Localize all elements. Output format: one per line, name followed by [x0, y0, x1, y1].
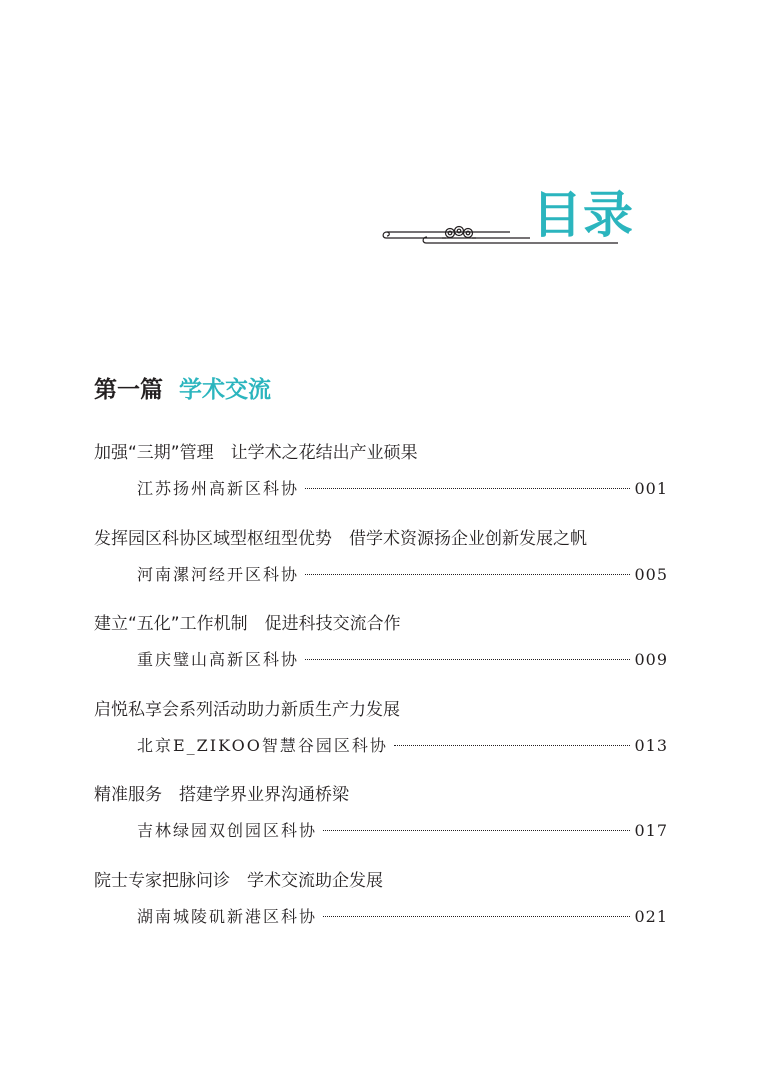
- entry-org: 北京E_ZIKOO智慧谷园区科协: [137, 735, 388, 755]
- entry-title[interactable]: 启悦私享会系列活动助力新质生产力发展: [94, 699, 400, 720]
- entry-page-number[interactable]: 009: [634, 650, 668, 669]
- toc-entry[interactable]: [94, 782, 684, 868]
- entry-org: 湖南城陵矶新港区科协: [137, 906, 318, 926]
- entry-page-number[interactable]: 017: [634, 821, 668, 840]
- entry-line: [137, 904, 668, 930]
- dot-leader: [305, 659, 630, 660]
- entry-org: 江苏扬州高新区科协: [137, 479, 300, 498]
- entry-page-number[interactable]: 005: [634, 564, 668, 584]
- entry-line: [137, 562, 668, 588]
- toc-entries: [94, 440, 684, 953]
- dot-leader: [323, 830, 630, 831]
- entry-page-number[interactable]: 013: [634, 735, 668, 755]
- entry-line: [137, 476, 668, 502]
- toc-entry[interactable]: [94, 868, 684, 954]
- dot-leader: [305, 488, 630, 489]
- dot-leader: [305, 574, 630, 575]
- title-ornament: [380, 222, 620, 250]
- entry-page-number[interactable]: 001: [634, 479, 668, 498]
- dot-leader: [394, 745, 631, 746]
- entry-title[interactable]: 建立“五化”工作机制 促进科技交流合作: [94, 614, 401, 634]
- entry-org: 河南漯河经开区科协: [137, 564, 300, 584]
- entry-title[interactable]: 精准服务 搭建学界业界沟通桥梁: [94, 785, 349, 805]
- toc-entry[interactable]: [94, 526, 684, 612]
- toc-title: 目录: [532, 186, 634, 244]
- entry-title[interactable]: 加强“三期”管理 让学术之花结出产业硕果: [94, 443, 418, 463]
- entry-line: [137, 647, 668, 673]
- dot-leader: [323, 916, 630, 917]
- part-heading: [94, 372, 271, 408]
- entry-page-number[interactable]: 021: [634, 906, 668, 926]
- toc-entry[interactable]: [94, 611, 684, 697]
- part-label: 第一篇: [94, 377, 163, 403]
- entry-title[interactable]: 院士专家把脉问诊 学术交流助企发展: [94, 870, 383, 891]
- entry-line: [137, 733, 668, 759]
- entry-line: [137, 818, 668, 844]
- part-name: 学术交流: [179, 377, 271, 403]
- toc-entry[interactable]: [94, 697, 684, 783]
- entry-org: 吉林绿园双创园区科协: [137, 821, 318, 840]
- toc-entry[interactable]: [94, 440, 684, 526]
- entry-org: 重庆璧山高新区科协: [137, 650, 300, 669]
- entry-title[interactable]: 发挥园区科协区域型枢纽型优势 借学术资源扬企业创新发展之帆: [94, 528, 587, 549]
